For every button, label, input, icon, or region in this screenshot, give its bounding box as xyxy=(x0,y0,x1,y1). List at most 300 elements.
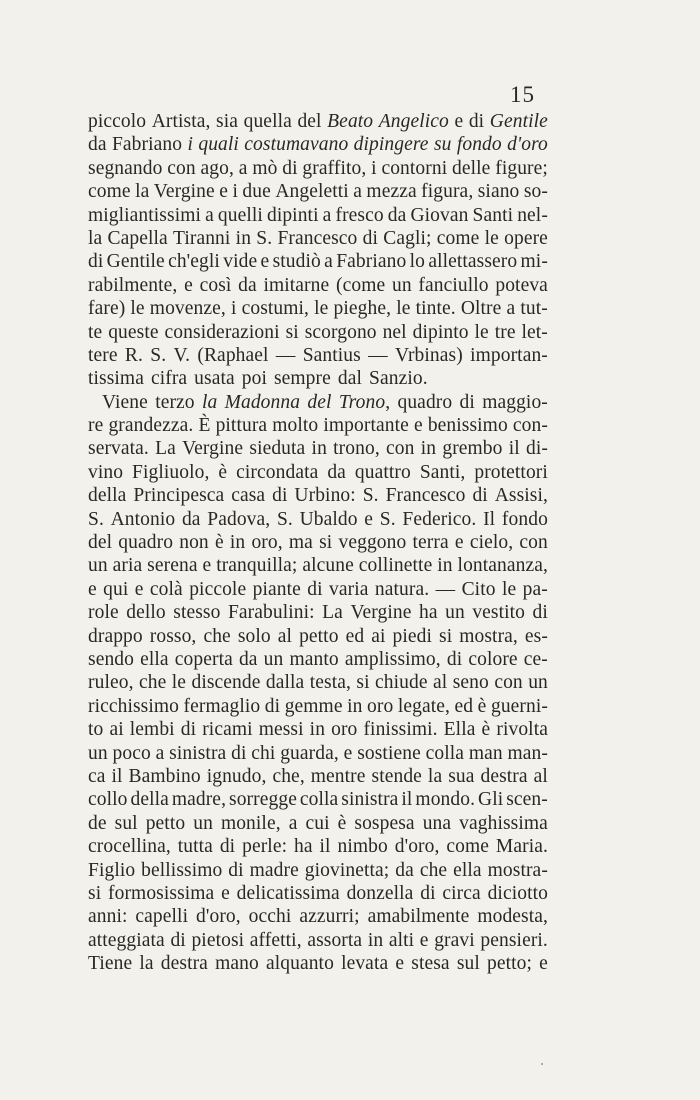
word: importante xyxy=(323,415,409,437)
word: e xyxy=(219,181,228,203)
word: Santi, xyxy=(419,461,466,483)
word: quattro xyxy=(354,461,411,483)
word: re xyxy=(88,415,104,437)
word: d'oro, xyxy=(196,906,241,928)
word: al xyxy=(533,765,548,787)
text-line xyxy=(88,297,548,320)
word: da xyxy=(88,134,107,156)
word: La xyxy=(322,602,343,624)
word: di xyxy=(180,719,197,741)
word: Vergine xyxy=(182,438,244,460)
word: le xyxy=(501,578,517,600)
word: Principesca xyxy=(133,485,225,507)
word: sempre xyxy=(273,368,331,390)
word: Santius xyxy=(302,344,361,366)
word: che xyxy=(203,625,231,647)
word: gravi xyxy=(434,929,475,951)
word: Vrbinas) xyxy=(394,344,463,366)
word: si xyxy=(88,882,102,904)
word: pensieri. xyxy=(480,929,548,951)
word: tre xyxy=(494,321,516,343)
word: lontananza, xyxy=(457,555,548,577)
word: di xyxy=(362,227,378,249)
word: da xyxy=(387,204,407,226)
word: di xyxy=(272,485,288,507)
word: ed xyxy=(454,695,474,717)
word: mi- xyxy=(520,251,548,273)
word: dipinto xyxy=(412,321,469,343)
text-line xyxy=(88,695,548,718)
text-line xyxy=(88,765,548,788)
word: usata xyxy=(194,368,235,390)
text-line xyxy=(88,157,548,180)
word: contorni xyxy=(381,157,448,179)
word: collinette xyxy=(358,555,433,577)
word: di xyxy=(459,391,475,413)
word: scen- xyxy=(506,789,548,811)
text-line xyxy=(88,204,548,227)
word: della xyxy=(88,485,127,507)
word: a xyxy=(155,742,165,764)
word: si xyxy=(285,321,299,343)
word: Angelico xyxy=(378,111,449,132)
word: del xyxy=(307,391,332,413)
word: è xyxy=(337,812,347,834)
word: rabilmente, xyxy=(88,274,178,296)
word: Trono, xyxy=(338,391,391,413)
word: terzo xyxy=(155,391,195,413)
word: amabilmente xyxy=(367,906,470,928)
body-text xyxy=(88,110,548,975)
word: fare) xyxy=(88,298,126,320)
word: Artista, xyxy=(151,111,211,132)
text-line xyxy=(88,671,548,694)
word: messi xyxy=(258,719,304,741)
word: poi xyxy=(241,368,267,390)
word: queste xyxy=(108,321,159,343)
word: sua xyxy=(448,765,475,787)
word: Francesco xyxy=(277,227,358,249)
word: maggio- xyxy=(482,391,548,413)
word: quelli xyxy=(217,204,263,226)
word: che, xyxy=(272,765,305,787)
word: man xyxy=(468,742,503,764)
word: Giovan xyxy=(410,204,469,226)
word: vestito xyxy=(472,602,526,624)
word: di xyxy=(228,859,244,881)
word: S. xyxy=(256,227,273,249)
word: ricchissimo xyxy=(88,695,180,717)
word: guerni- xyxy=(490,695,548,717)
word: figura, xyxy=(421,181,474,203)
word: figure; xyxy=(495,157,548,179)
word: petto xyxy=(145,812,186,834)
word: colà xyxy=(149,578,183,600)
text-line xyxy=(88,788,548,811)
word: in xyxy=(437,555,453,577)
word: casa xyxy=(231,485,266,507)
word: a xyxy=(205,204,214,226)
word: a xyxy=(322,204,332,226)
word: tutta xyxy=(177,836,213,858)
word: affetti, xyxy=(249,929,302,951)
word: mentre xyxy=(310,765,366,787)
word: i xyxy=(187,134,193,156)
word: stesso xyxy=(173,602,221,624)
word: poco xyxy=(112,742,151,764)
word: mondo. xyxy=(415,789,476,811)
word: sinistra xyxy=(341,789,399,811)
word: protettori xyxy=(474,461,548,483)
paper-speck xyxy=(541,1063,543,1065)
word: allettassero xyxy=(428,251,518,273)
word: con xyxy=(386,438,415,460)
word: formosissima xyxy=(108,882,215,904)
word: nel xyxy=(382,321,407,343)
word: al xyxy=(277,625,293,647)
word: dipingere xyxy=(353,134,429,156)
word: le xyxy=(130,298,145,320)
word: e xyxy=(419,929,429,951)
word: Figliuolo, xyxy=(132,461,210,483)
word: tere xyxy=(88,344,118,366)
word: due xyxy=(242,181,271,203)
word: un xyxy=(445,602,465,624)
word: — xyxy=(275,344,296,366)
word: e xyxy=(395,953,405,975)
word: delicatissima xyxy=(236,882,340,904)
word: a xyxy=(506,298,516,320)
word: con- xyxy=(512,415,548,437)
word: sostiene xyxy=(357,742,421,764)
word: poteva xyxy=(495,274,548,296)
word: ai xyxy=(371,625,386,647)
word: in xyxy=(347,695,363,717)
word: — xyxy=(435,578,456,600)
word: Maria. xyxy=(495,836,548,858)
word: Gli xyxy=(478,789,504,811)
word: fondo xyxy=(501,508,548,530)
word: coperta xyxy=(174,648,233,670)
word: crocellina, xyxy=(88,836,171,858)
word: Gentile xyxy=(106,251,165,273)
word: costumavano xyxy=(244,134,349,156)
word: il xyxy=(111,765,123,787)
word: (Raphael xyxy=(197,344,269,366)
word: La xyxy=(155,438,176,460)
word: legate, xyxy=(397,695,450,717)
word: fondo xyxy=(456,134,502,156)
word: e xyxy=(184,274,193,296)
word: di xyxy=(472,485,488,507)
text-line xyxy=(88,601,548,624)
word: colla xyxy=(299,789,339,811)
word: Bambino xyxy=(128,765,201,787)
word: al xyxy=(433,672,448,694)
word: costumi, xyxy=(241,298,310,320)
word: la xyxy=(427,765,443,787)
word: trono, xyxy=(333,438,380,460)
word: come xyxy=(88,181,131,203)
word: una xyxy=(422,812,452,834)
word: cielo, xyxy=(469,532,514,554)
word: Oltre xyxy=(460,298,502,320)
word: si xyxy=(319,532,333,554)
word: e xyxy=(454,111,464,132)
word: so- xyxy=(523,181,548,203)
word: mostra- xyxy=(487,859,548,881)
word: il xyxy=(319,836,331,858)
word: a xyxy=(288,812,298,834)
word: le xyxy=(314,298,329,320)
word: Padova, xyxy=(207,508,271,530)
word: destra xyxy=(160,953,208,975)
word: tinte. xyxy=(415,298,456,320)
word: da xyxy=(395,859,414,881)
word: e xyxy=(221,882,230,904)
word: capelli xyxy=(135,906,189,928)
word: colla xyxy=(425,742,465,764)
word: Figlio xyxy=(88,859,136,881)
word: ma xyxy=(288,532,313,554)
word: di xyxy=(532,602,548,624)
word: ella xyxy=(453,859,482,881)
word: d'oro xyxy=(507,134,548,156)
word: del xyxy=(297,111,322,132)
word: mezza xyxy=(366,181,417,203)
word: ce- xyxy=(523,648,548,670)
word: fresco xyxy=(335,204,384,226)
word: vino xyxy=(88,461,124,483)
word: anni: xyxy=(88,906,128,928)
word: amplissimo, xyxy=(344,648,441,670)
word: tissima xyxy=(88,368,144,390)
word: Il xyxy=(483,508,496,530)
word: colore xyxy=(468,648,518,670)
word: quali xyxy=(198,134,239,156)
word: nel- xyxy=(517,204,548,226)
word: manto xyxy=(289,648,339,670)
word: discende xyxy=(191,672,261,694)
word: cui xyxy=(305,812,330,834)
text-line xyxy=(88,742,548,765)
word: lembi xyxy=(129,719,175,741)
word: dalla xyxy=(265,672,305,694)
text-line xyxy=(88,718,548,741)
text-line xyxy=(88,437,548,460)
word: guarda, xyxy=(280,742,339,764)
word: Viene xyxy=(102,391,148,413)
word: scorgono xyxy=(304,321,377,343)
word: collo xyxy=(88,789,128,811)
word: come xyxy=(436,227,480,249)
word: grandezza. xyxy=(108,415,194,437)
word: movenze, xyxy=(149,298,226,320)
word: qui xyxy=(103,578,129,600)
word: in xyxy=(309,719,326,741)
word: oro xyxy=(367,695,394,717)
word: e xyxy=(364,508,374,530)
word: Assisi, xyxy=(494,485,548,507)
word: grembo xyxy=(442,438,503,460)
word: si xyxy=(356,672,370,694)
word: piante xyxy=(252,578,301,600)
word: drappo xyxy=(88,625,143,647)
word: ed xyxy=(345,625,365,647)
word: di xyxy=(88,251,104,273)
word: mostra, xyxy=(459,625,518,647)
word: ca xyxy=(88,765,106,787)
word: rivolta xyxy=(496,719,548,741)
word: delle xyxy=(452,157,491,179)
word: man- xyxy=(507,742,548,764)
text-line xyxy=(88,250,548,273)
word: sospesa xyxy=(354,812,415,834)
text-line xyxy=(88,367,548,390)
word: di- xyxy=(526,438,548,460)
word: Cito xyxy=(461,578,496,600)
word: te xyxy=(88,321,103,343)
word: alquanto xyxy=(265,953,334,975)
word: da xyxy=(238,648,258,670)
word: della xyxy=(130,789,169,811)
text-line xyxy=(88,952,548,975)
word: fanciullo xyxy=(418,274,489,296)
word: stende xyxy=(371,765,422,787)
word: sul xyxy=(114,812,138,834)
text-line xyxy=(88,180,548,203)
word: È xyxy=(198,415,211,437)
word: rosso, xyxy=(149,625,197,647)
word: è xyxy=(218,461,228,483)
text-line xyxy=(88,859,548,882)
word: ella xyxy=(140,648,169,670)
word: solo xyxy=(237,625,271,647)
word: Tiranni xyxy=(173,227,231,249)
word: testa, xyxy=(309,672,351,694)
word: i xyxy=(230,298,237,320)
word: oro, xyxy=(251,532,283,554)
word: la xyxy=(201,391,218,413)
word: terra xyxy=(412,532,449,554)
text-line xyxy=(88,648,548,671)
word: Beato xyxy=(327,111,374,132)
word: Farabulini: xyxy=(227,602,315,624)
text-line xyxy=(88,625,548,648)
word: in xyxy=(311,438,327,460)
word: imitarne xyxy=(263,274,330,296)
word: di xyxy=(282,157,298,179)
word: un xyxy=(193,812,213,834)
text-line xyxy=(88,110,548,133)
word: i xyxy=(232,181,238,203)
text-line xyxy=(88,391,548,414)
word: to xyxy=(88,719,104,741)
word: tranquilla; xyxy=(216,555,298,577)
word: sorregge xyxy=(229,789,297,811)
word: e xyxy=(88,578,97,600)
word: let- xyxy=(521,321,548,343)
word: su xyxy=(433,134,452,156)
word: donzella xyxy=(346,882,414,904)
word: da xyxy=(238,274,257,296)
word: e xyxy=(413,415,423,437)
word: ai xyxy=(109,719,124,741)
word: un xyxy=(528,672,548,694)
word: — xyxy=(368,344,388,366)
word: un xyxy=(88,742,108,764)
word: S. xyxy=(362,485,379,507)
word: Gentile xyxy=(489,111,548,132)
word: siano xyxy=(477,181,520,203)
word: Sanzio. xyxy=(369,368,428,390)
word: il xyxy=(401,789,413,811)
word: il xyxy=(508,438,520,460)
word: mò xyxy=(252,157,278,179)
word: Capella xyxy=(107,227,168,249)
word: in xyxy=(235,227,252,249)
word: così xyxy=(199,274,232,296)
word: de xyxy=(88,812,107,834)
word: la xyxy=(139,953,154,975)
text-line xyxy=(88,227,548,250)
text-line xyxy=(88,133,548,156)
word: madre, xyxy=(171,789,227,811)
word: Madonna xyxy=(224,391,301,413)
word: di xyxy=(468,111,485,132)
word: dal xyxy=(337,368,363,390)
word: da xyxy=(181,508,201,530)
word: diciotto xyxy=(487,882,548,904)
word: S. xyxy=(379,508,396,530)
word: la xyxy=(88,227,103,249)
word: circondata xyxy=(236,461,319,483)
word: destra xyxy=(480,765,528,787)
word: i xyxy=(371,157,377,179)
word: Fabriano xyxy=(111,134,183,156)
word: es- xyxy=(524,625,548,647)
word: Francesco xyxy=(385,485,466,507)
word: è xyxy=(481,719,491,741)
word: chi xyxy=(251,742,276,764)
word: alcune xyxy=(302,555,354,577)
text-line xyxy=(88,812,548,835)
word: giovinetta; xyxy=(304,859,390,881)
word: gemme xyxy=(284,695,343,717)
word: in xyxy=(367,929,384,951)
word: sinistra xyxy=(169,742,227,764)
text-line xyxy=(88,531,548,554)
word: tut- xyxy=(520,298,548,320)
word: S. xyxy=(88,508,104,530)
word: studiò xyxy=(272,251,321,273)
word: Urbino: xyxy=(294,485,356,507)
word: ch'egli xyxy=(168,251,220,273)
word: atteggiata xyxy=(88,929,165,951)
word: cifra xyxy=(150,368,188,390)
word: R. xyxy=(124,344,143,366)
word: e xyxy=(134,578,144,600)
word: pa- xyxy=(522,578,548,600)
word: pieghe, xyxy=(333,298,392,320)
word: d'oro, xyxy=(394,836,440,858)
word: Ella xyxy=(443,719,476,741)
word: ricami xyxy=(202,719,253,741)
word: ruleo, xyxy=(88,672,134,694)
word: di xyxy=(307,578,323,600)
word: in xyxy=(420,438,437,460)
word: ignudo, xyxy=(206,765,267,787)
